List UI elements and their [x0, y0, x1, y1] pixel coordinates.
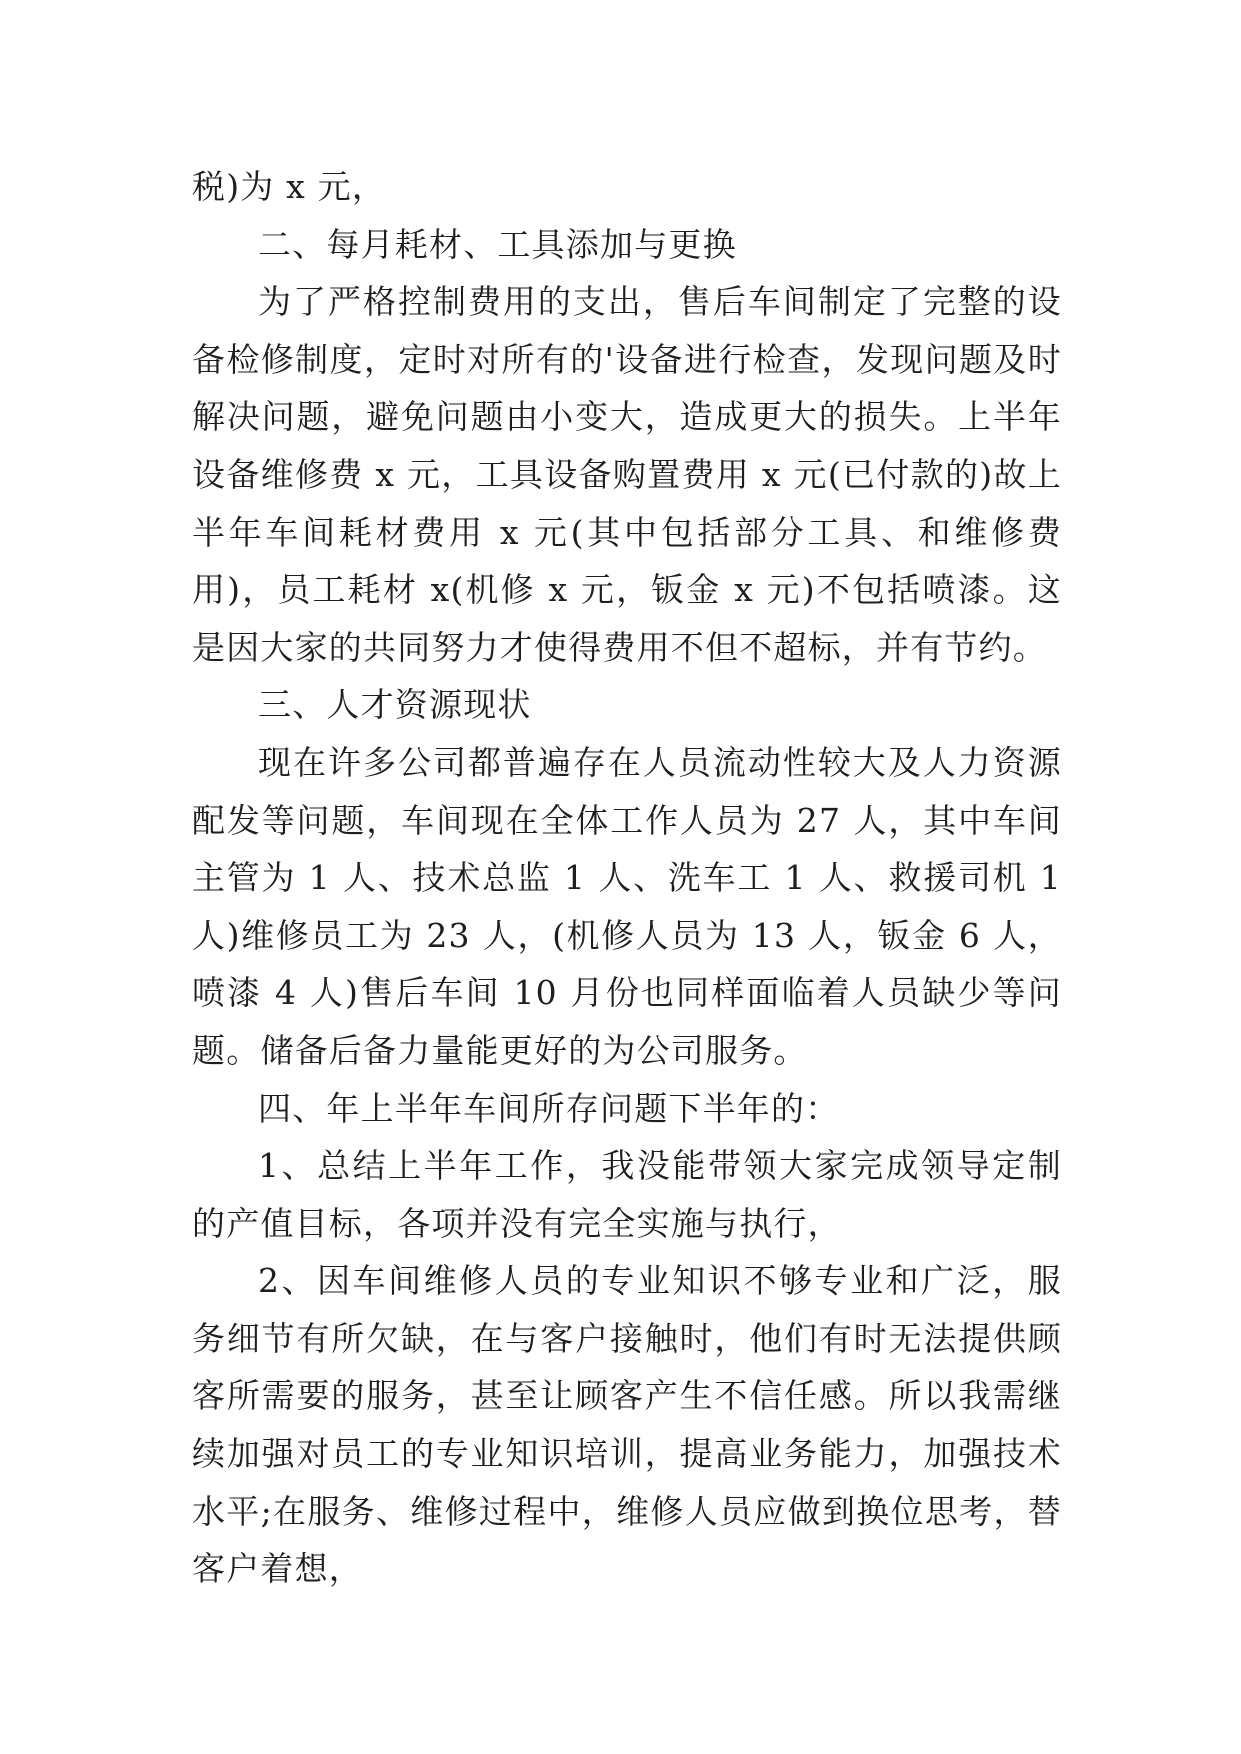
list-item-1: 1、总结上半年工作，我没能带领大家完成领导定制的产值目标，各项并没有完全实施与执行， — [192, 1146, 1062, 1243]
section-heading-consumables: 二、每月耗材、工具添加与更换 — [258, 224, 737, 264]
paragraph-cost-control: 为了严格控制费用的支出，售后车间制定了完整的设备检修制度，定时对所有的'设备进行检查，发现问题及时解决问题，避免问题由小变大，造成更大的损失。上半年设备维修费 x 元，工具设备购置费用 x 元(已付款的)故上半年车间耗材费用 x 元(其中包括部分工具、和维修费用)，员工耗材 x(机修 x 元，钣金 x 元)不包括喷漆。这是因大家的共同努力才使得费用不但不超标，并有节约。 — [192, 282, 1062, 667]
section-heading-problems: 四、年上半年车间所存问题下半年的： — [258, 1088, 840, 1128]
paragraph-staffing: 现在许多公司都普遍存在人员流动性较大及人力资源配发等问题，车间现在全体工作人员为 27 人，其中车间主管为 1 人、技术总监 1 人、洗车工 1 人、救援司机 1 人)维修员工为 23 人，(机修人员为 13 人，钣金 6 人，喷漆 4 人)售后车间 10 月份也同样面临着人员缺少等问题。储备后备力量能更好的为公司服务。 — [192, 742, 1062, 1070]
section-heading-talent: 三、人才资源现状 — [258, 685, 532, 725]
paragraph-continuation: 税)为 x 元， — [192, 167, 387, 206]
list-item-2: 2、因车间维修人员的专业知识不够专业和广泛，服务细节有所欠缺，在与客户接触时，他们有时无法提供顾客所需要的服务，甚至让顾客产生不信任感。所以我需继续加强对员工的专业知识培训，提高业务能力，加强技术水平;在服务、维修过程中，维修人员应做到换位思考，替客户着想， — [192, 1261, 1062, 1589]
document-body — [192, 158, 1062, 1598]
